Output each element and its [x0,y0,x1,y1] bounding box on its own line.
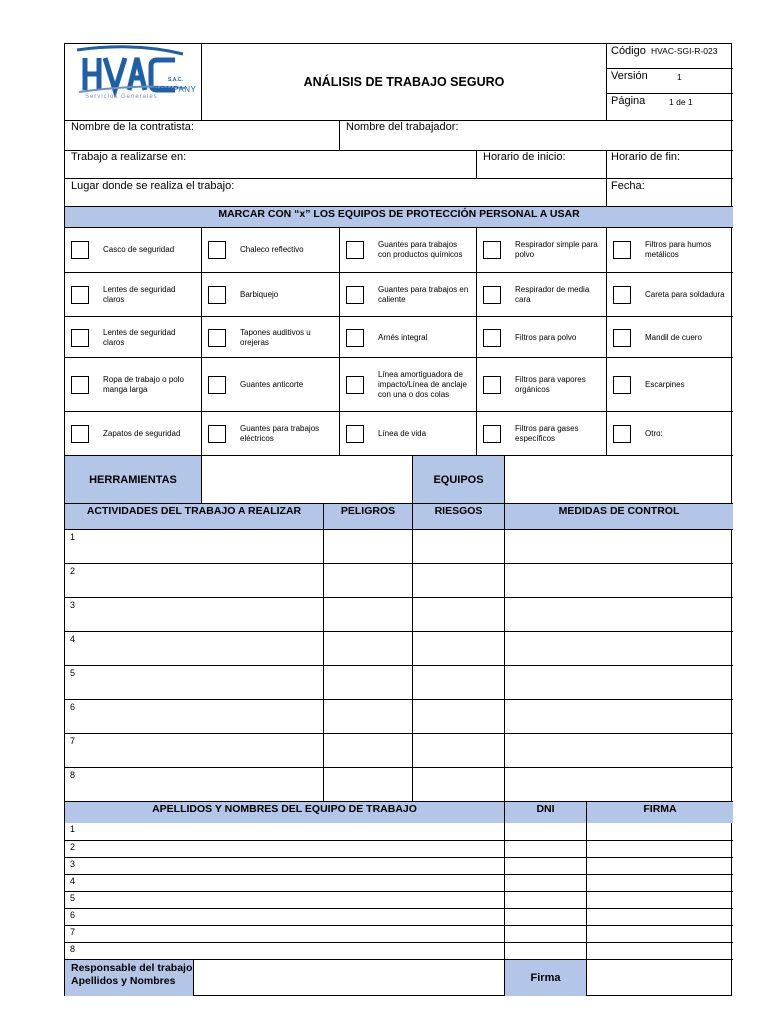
team-cell[interactable] [586,875,733,892]
activity-cell[interactable] [504,700,733,733]
activity-cell[interactable] [65,700,323,733]
team-cell[interactable] [504,892,586,909]
epp-item-label: Filtros para vapores orgánicos [515,375,586,394]
responsable-line1: Responsable del trabajo [71,962,193,974]
epp-item-label: Tapones auditivos u orejeras [240,327,311,347]
team-cell[interactable] [65,943,504,960]
epp-item-label: Escarpines [645,380,685,389]
activity-cell[interactable] [412,632,504,665]
epp-cell [65,357,201,411]
epp-checkbox[interactable] [483,425,501,443]
team-cell[interactable] [586,858,733,875]
team-cell[interactable] [65,875,504,892]
epp-item-label: Filtros para humos metálicos [645,240,712,259]
field-trabajo[interactable] [65,150,476,178]
team-cell[interactable] [586,892,733,909]
epp-checkbox[interactable] [71,241,89,259]
row-number: 7 [70,927,76,937]
trabajador-label: Nombre del trabajador: [346,121,459,133]
activities-header [65,503,733,529]
activity-cell[interactable] [504,564,733,597]
team-cell[interactable] [586,841,733,858]
field-contratista[interactable] [65,120,339,150]
team-cell[interactable] [65,892,504,909]
epp-item-label: Chaleco reflectivo [240,245,304,254]
table-row [65,891,733,908]
team-cell[interactable] [586,909,733,926]
equipos-input[interactable] [504,455,733,503]
epp-checkbox[interactable] [208,241,226,259]
epp-checkbox[interactable] [483,329,501,347]
activity-cell[interactable] [412,564,504,597]
epp-checkbox[interactable] [613,286,631,304]
epp-item-label: Mandil de cuero [645,332,702,342]
row-number: 3 [70,859,76,869]
col-riesgos: RIESGOS [412,504,504,529]
epp-cell [606,411,733,455]
responsable-input[interactable] [193,959,504,996]
herramientas-input[interactable] [201,455,412,503]
firma-input[interactable] [586,959,733,996]
epp-grid [65,228,733,455]
team-cell[interactable] [65,858,504,875]
activity-cell[interactable] [504,734,733,767]
epp-checkbox[interactable] [346,329,364,347]
pagina-value: 1 de 1 [669,97,693,107]
epp-item-label: Guantes para trabajos con productos químicos [378,240,463,259]
table-row [65,874,733,891]
activity-cell[interactable] [504,768,733,801]
epp-cell [339,316,476,357]
pagina-row [607,94,733,120]
epp-cell [339,272,476,316]
team-cell[interactable] [586,823,733,840]
epp-item-label: Arnés integral [378,332,428,342]
table-row [65,733,733,767]
activity-cell[interactable] [65,564,323,597]
table-row [65,840,733,857]
row-number: 2 [70,566,76,576]
team-cell[interactable] [504,858,586,875]
row-number: 4 [70,634,76,644]
row-number: 3 [70,600,76,610]
header-title-cell [201,44,606,120]
activity-cell[interactable] [65,530,323,563]
epp-item-label: Zapatos de seguridad [103,429,181,438]
row-number: 2 [70,842,76,852]
team-cell[interactable] [504,909,586,926]
team-cell[interactable] [65,823,504,840]
epp-cell [476,411,606,455]
activity-cell[interactable] [504,530,733,563]
herramientas-cell [65,455,201,503]
epp-checkbox[interactable] [71,329,89,347]
pagina-label: Página [611,95,646,107]
epp-cell [201,316,339,357]
activity-cell[interactable] [323,768,412,801]
epp-checkbox[interactable] [613,329,631,347]
epp-item-label: Guantes anticorte [240,380,304,389]
contratista-label: Nombre de la contratista: [71,121,194,133]
epp-item-label: Línea amortiguadora de impacto/Línea de anclaje con una o dos colas [378,370,467,399]
row-number: 8 [70,770,76,780]
epp-cell [201,272,339,316]
epp-checkbox[interactable] [71,376,89,394]
epp-checkbox[interactable] [346,286,364,304]
row-number: 6 [70,910,76,920]
epp-item-label: Guantes para trabajos eléctricos [240,424,320,443]
table-row [65,597,733,631]
team-cell[interactable] [504,823,586,840]
codigo-row [607,44,733,69]
activity-cell[interactable] [412,700,504,733]
table-row [65,942,733,959]
epp-checkbox[interactable] [71,286,89,304]
equipos-label: EQUIPOS [433,473,484,486]
herramientas-label: HERRAMIENTAS [89,473,177,486]
logo-tagline: Servicios Generales [85,94,158,100]
row-number: 7 [70,736,76,746]
activity-cell[interactable] [65,632,323,665]
epp-checkbox[interactable] [208,286,226,304]
row-number: 1 [70,532,76,542]
responsable-line2: Apellidos y Nombres [71,975,176,987]
epp-cell [65,316,201,357]
ats-form [64,43,732,996]
col-firma: FIRMA [586,802,733,823]
table-row [65,823,733,840]
row-number: 5 [70,668,76,678]
page-title: ANÁLISIS DE TRABAJO SEGURO [303,75,505,89]
activity-cell[interactable] [412,768,504,801]
col-peligros: PELIGROS [323,504,412,529]
epp-checkbox[interactable] [346,425,364,443]
team-cell[interactable] [65,909,504,926]
team-header [65,801,733,823]
activity-cell[interactable] [504,598,733,631]
col-dni: DNI [504,802,586,823]
table-row [65,857,733,874]
epp-cell [201,411,339,455]
field-trabajador[interactable] [339,120,733,150]
epp-item-label: Lentes de seguridad claros [103,285,176,304]
epp-checkbox[interactable] [613,376,631,394]
codigo-value: HVAC-SGI-R-023 [651,46,718,56]
epp-cell [65,411,201,455]
activities-body [65,529,733,801]
table-row [65,767,733,801]
epp-checkbox[interactable] [346,376,364,394]
epp-cell [606,272,733,316]
table-row [65,529,733,563]
epp-cell [476,272,606,316]
activity-cell[interactable] [504,666,733,699]
activity-cell[interactable] [412,734,504,767]
epp-cell [606,228,733,272]
epp-checkbox[interactable] [346,241,364,259]
team-cell[interactable] [504,926,586,943]
table-row [65,699,733,733]
team-body [65,823,733,959]
row-number: 4 [70,876,76,886]
epp-item-label: Respirador simple para polvo [515,240,598,259]
activity-cell[interactable] [323,632,412,665]
equipos-cell [412,455,504,503]
epp-item-label: Careta para soldadura [645,290,725,299]
epp-checkbox[interactable] [483,241,501,259]
epp-item-label: Filtros para gases específicos [515,424,579,443]
row-number: 8 [70,944,76,954]
epp-item-label: Lentes de seguridad claros [103,327,176,347]
activity-cell[interactable] [323,530,412,563]
epp-cell [339,411,476,455]
epp-cell [476,228,606,272]
version-value: 1 [677,72,682,82]
col-medidas: MEDIDAS DE CONTROL [504,504,733,529]
inicio-label: Horario de inicio: [483,151,566,163]
version-row [607,69,733,94]
field-inicio[interactable] [476,150,606,178]
logo-sac: S.A.C. [168,77,183,83]
epp-item-label: Otro: [645,429,663,438]
epp-checkbox[interactable] [483,286,501,304]
team-cell[interactable] [65,841,504,858]
fin-label: Horario de fin: [611,151,681,163]
header-meta [606,44,733,120]
field-fin[interactable] [606,150,733,178]
row-number: 6 [70,702,76,712]
epp-item-label: Filtros para polvo [515,332,577,342]
epp-checkbox[interactable] [483,376,501,394]
activity-cell[interactable] [412,598,504,631]
team-cell[interactable] [504,943,586,960]
epp-cell [476,357,606,411]
epp-cell [606,316,733,357]
epp-cell [201,357,339,411]
activity-cell[interactable] [323,734,412,767]
row-number: 5 [70,893,76,903]
team-cell[interactable] [65,926,504,943]
firma-label: Firma [530,972,561,984]
firma-cell [504,959,586,996]
epp-checkbox[interactable] [208,376,226,394]
table-row [65,908,733,925]
epp-title: MARCAR CON “x” LOS EQUIPOS DE PROTECCIÓN PERSONAL A USAR [218,208,580,220]
epp-checkbox[interactable] [208,329,226,347]
epp-cell [606,357,733,411]
codigo-label: Código [611,45,646,57]
epp-checkbox[interactable] [71,425,89,443]
epp-checkbox[interactable] [613,241,631,259]
activity-cell[interactable] [65,734,323,767]
epp-cell [201,228,339,272]
team-cell[interactable] [504,841,586,858]
team-cell[interactable] [586,943,733,960]
table-row [65,925,733,942]
row-number: 1 [70,824,76,834]
epp-checkbox[interactable] [208,425,226,443]
responsable-cell [65,959,193,996]
table-row [65,631,733,665]
col-apellidos: APELLIDOS Y NOMBRES DEL EQUIPO DE TRABAJO [152,803,417,815]
fecha-label: Fecha: [611,180,645,192]
epp-cell [339,228,476,272]
epp-item-label: Guantes para trabajos en caliente [378,285,469,304]
activity-cell[interactable] [412,666,504,699]
epp-item-label: Casco de seguridad [103,245,175,254]
table-row [65,563,733,597]
activity-cell[interactable] [65,598,323,631]
field-fecha[interactable] [606,178,733,206]
activity-cell[interactable] [65,666,323,699]
epp-checkbox[interactable] [613,425,631,443]
epp-cell [339,357,476,411]
epp-item-label: Respirador de media cara [515,285,590,304]
epp-item-label: Línea de vida [378,429,427,438]
activity-cell[interactable] [504,632,733,665]
version-label: Versión [611,70,648,82]
activity-cell[interactable] [412,530,504,563]
epp-cell [65,272,201,316]
col-actividades: ACTIVIDADES DEL TRABAJO A REALIZAR [86,505,302,517]
activity-cell[interactable] [323,598,412,631]
epp-cell [65,228,201,272]
field-lugar[interactable] [65,178,606,206]
epp-cell [476,316,606,357]
table-row [65,665,733,699]
activity-cell[interactable] [323,666,412,699]
activity-cell[interactable] [65,768,323,801]
activity-cell[interactable] [323,564,412,597]
trabajo-label: Trabajo a realizarse en: [71,151,187,163]
activity-cell[interactable] [323,700,412,733]
epp-item-label: Ropa de trabajo o polo manga larga [103,375,184,394]
logo [65,44,201,120]
epp-item-label: Barbiquejo [240,290,279,299]
logo-company: COMPANY [153,85,197,94]
lugar-label: Lugar donde se realiza el trabajo: [71,180,235,192]
team-cell[interactable] [504,875,586,892]
epp-title-bar [65,206,733,228]
team-cell[interactable] [586,926,733,943]
